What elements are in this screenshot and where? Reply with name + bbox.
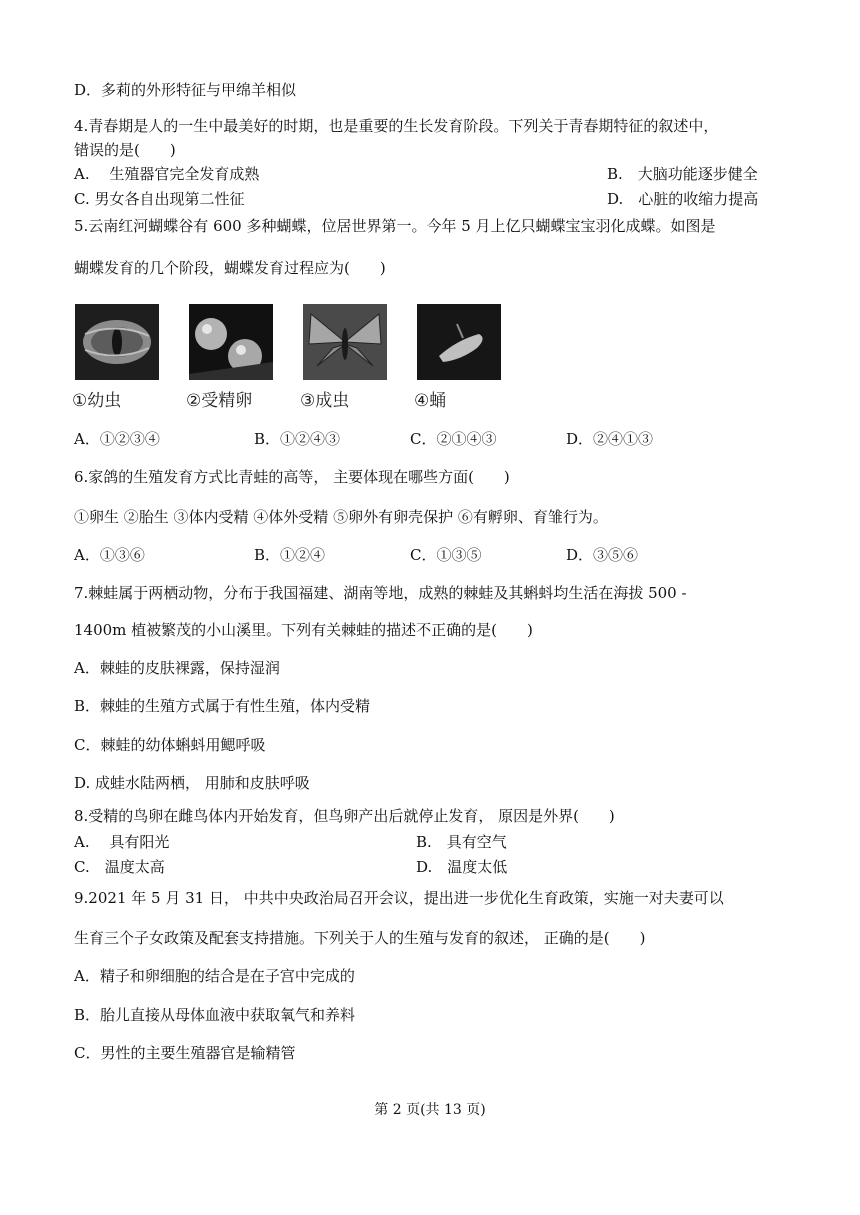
- q5-option-a: A．①②③④: [74, 430, 160, 448]
- q7-option-c: C．棘蛙的幼体蝌蚪用鳃呼吸: [74, 736, 266, 754]
- figure-pupa: [414, 300, 504, 412]
- figure-egg: [186, 300, 276, 412]
- q4-option-d: D. 心脏的收缩力提高: [607, 190, 759, 208]
- q6-option-c: C．①③⑤: [410, 546, 482, 564]
- figure-caption-egg: ②受精卵: [186, 391, 253, 411]
- q6-option-a: A．①③⑥: [74, 546, 145, 564]
- q5-option-c: C．②①④③: [410, 430, 497, 448]
- q3-option-d: D．多莉的外形特征与甲绵羊相似: [74, 81, 297, 99]
- question-7-stem: 7.棘蛙属于两栖动物，分布于我国福建、湖南等地，成熟的棘蛙及其蝌蚪均生活在海拔 500 -: [74, 584, 687, 602]
- question-9-stem-cont: 生育三个子女政策及配套支持措施。下列关于人的生殖与发育的叙述， 正确的是( ): [74, 929, 646, 947]
- question-6-stem: 6.家鸽的生殖发育方式比青蛙的高等， 主要体现在哪些方面( ): [74, 468, 510, 486]
- pupa-image: [417, 304, 501, 380]
- larva-image: [75, 304, 159, 380]
- question-6-items: ①卵生 ②胎生 ③体内受精 ④体外受精 ⑤卵外有卵壳保护 ⑥有孵卵、育雏行为。: [74, 508, 608, 526]
- q7-option-b: B．棘蛙的生殖方式属于有性生殖，体内受精: [74, 697, 371, 715]
- q4-option-c: C. 男女各自出现第二性征: [74, 190, 245, 208]
- butterfly-stages-figure: [72, 300, 512, 412]
- question-5-stem: 5.云南红河蝴蝶谷有 600 多种蝴蝶，位居世界第一。今年 5 月上亿只蝴蝶宝宝羽化成蝶。如图是: [74, 217, 716, 235]
- q8-option-a: A. 具有阳光: [74, 833, 170, 851]
- q6-option-d: D．③⑤⑥: [566, 546, 639, 564]
- q8-option-b: B. 具有空气: [416, 833, 507, 851]
- figure-larva: [72, 300, 162, 412]
- figure-adult: [300, 300, 390, 412]
- adult-image: [303, 304, 387, 380]
- q5-option-b: B．①②④③: [254, 430, 341, 448]
- question-9-stem: 9.2021 年 5 月 31 日， 中共中央政治局召开会议，提出进一步优化生育政策，实施一对夫妻可以: [74, 889, 724, 907]
- question-7-stem-cont: 1400m 植被繁茂的小山溪里。下列有关棘蛙的描述不正确的是( ): [74, 621, 533, 639]
- question-8-stem: 8.受精的鸟卵在雌鸟体内开始发育，但鸟卵产出后就停止发育， 原因是外界( ): [74, 807, 615, 825]
- figure-caption-adult: ③成虫: [300, 391, 350, 411]
- q4-option-b: B. 大脑功能逐步健全: [607, 165, 758, 183]
- figure-caption-larva: ①幼虫: [72, 391, 122, 411]
- page-footer: 第 2 页(共 13 页): [374, 1102, 486, 1118]
- question-4-stem: 4.青春期是人的一生中最美好的时期，也是重要的生长发育阶段。下列关于青春期特征的叙述中，: [74, 117, 719, 135]
- q4-option-a: A. 生殖器官完全发育成熟: [74, 165, 260, 183]
- question-5-stem-cont: 蝴蝶发育的几个阶段，蝴蝶发育过程应为( ): [74, 259, 386, 277]
- q5-option-d: D．②④①③: [566, 430, 654, 448]
- q7-option-a: A．棘蛙的皮肤裸露，保持湿润: [74, 659, 280, 677]
- q6-option-b: B．①②④: [254, 546, 326, 564]
- q8-option-d: D. 温度太低: [416, 858, 508, 876]
- q7-option-d: D. 成蛙水陆两栖， 用肺和皮肤呼吸: [74, 774, 310, 792]
- q8-option-c: C. 温度太高: [74, 858, 165, 876]
- egg-image: [189, 304, 273, 380]
- question-4-stem-cont: 错误的是( ): [74, 141, 176, 159]
- figure-caption-pupa: ④蛹: [414, 391, 447, 411]
- q9-option-c: C．男性的主要生殖器官是输精管: [74, 1044, 296, 1062]
- q9-option-b: B．胎儿直接从母体血液中获取氧气和养料: [74, 1006, 356, 1024]
- q9-option-a: A．精子和卵细胞的结合是在子宫中完成的: [74, 967, 355, 985]
